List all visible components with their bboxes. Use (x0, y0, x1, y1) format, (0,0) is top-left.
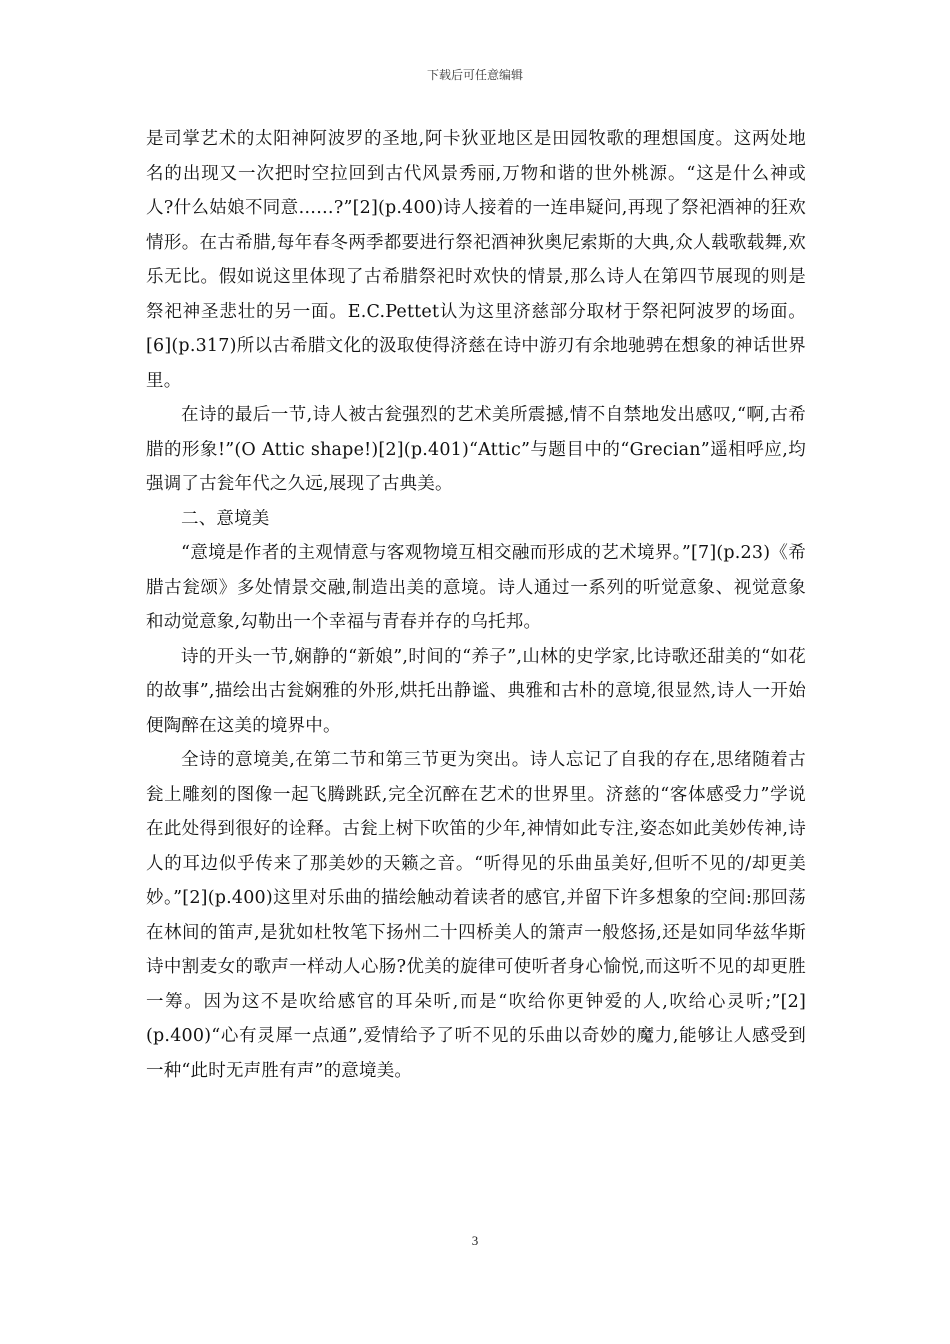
paragraph-yijing-definition: “意境是作者的主观情意与客观物境互相交融而形成的艺术境界。”[7](p.23)《希腊古瓮颂》多处情景交融,制造出美的意境。诗人通过一系列的听觉意象、视觉意象和动觉意象,勾勒出一个幸福与青春并存的乌托邦。 (146, 543, 806, 632)
document-body (146, 122, 806, 1088)
section-heading: 二、意境美 (181, 508, 270, 529)
page-number: 3 (471, 1233, 479, 1248)
paragraph-opening-stanza: 诗的开头一节,娴静的“新娘”,时间的“养子”,山林的史学家,比诗歌还甜美的“如花的故事”,描绘出古瓮娴雅的外形,烘托出静谧、典雅和古朴的意境,很显然,诗人一开始便陶醉在这美的境界中。 (146, 646, 806, 736)
paragraph-continuation: 是司掌艺术的太阳神阿波罗的圣地,阿卡狄亚地区是田园牧歌的理想国度。这两处地名的出现又一次把时空拉回到古代风景秀丽,万物和谐的世外桃源。“这是什么神或人?什么姑娘不同意……?”[2](p.400)诗人接着的一连串疑问,再现了祭祀酒神的狂欢情形。在古希腊,每年春冬两季都要进行祭祀酒神狄奥尼索斯的大典,众人载歌载舞,欢乐无比。假如说这里体现了古希腊祭祀时欢快的情景,那么诗人在第四节展现的则是祭祀神圣悲壮的另一面。E.C.Pettet认为这里济慈部分取材于祭祀阿波罗的场面。[6](p.317)所以古希腊文化的汲取使得济慈在诗中游刃有余地驰骋在想象的神话世界里。 (146, 129, 806, 391)
paragraph-final-stanza: 在诗的最后一节,诗人被古瓮强烈的艺术美所震撼,情不自禁地发出感叹,“啊,古希腊的形象!”(O Attic shape!)[2](p.401)“Attic”与题目中的“Grecian”遥相呼应,均强调了古瓮年代之久远,展现了古典美。 (146, 405, 806, 494)
paragraph-second-third-stanza: 全诗的意境美,在第二节和第三节更为突出。诗人忘记了自我的存在,思绪随着古瓮上雕刻的图像一起飞腾跳跃,完全沉醉在艺术的世界里。济慈的“客体感受力”学说在此处得到很好的诠释。古瓮上树下吹笛的少年,神情如此专注,姿态如此美妙传神,诗人的耳边似乎传来了那美妙的天籁之音。“听得见的乐曲虽美好,但听不见的/却更美妙。”[2](p.400)这里对乐曲的描绘触动着读者的感官,并留下许多想象的空间:那回荡在林间的笛声,是犹如杜牧笔下扬州二十四桥美人的箫声一般悠扬,还是如同华兹华斯诗中割麦女的歌声一样动人心肠?优美的旋律可使听者身心愉悦,而这听不见的却更胜一筹。因为这不是吹给感官的耳朵听,而是“吹给你更钟爱的人,吹给心灵听;”[2](p.400)“心有灵犀一点通”,爱情给予了听不见的乐曲以奇妙的魔力,能够让人感受到一种“此时无声胜有声”的意境美。 (146, 750, 806, 1081)
page-header-note: 下载后可任意编辑 (426, 68, 523, 82)
